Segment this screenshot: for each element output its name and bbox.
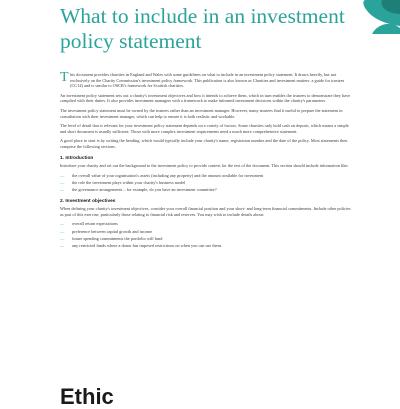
bullet-list — [60, 173, 352, 193]
list-item: — the role the investment plays within your charity's business model — [60, 180, 352, 186]
document-title: What to include in an investment policy statement — [60, 4, 345, 53]
document-body — [60, 72, 352, 253]
paragraph: The level of detail that is relevant for your investment policy statement depends on a variety of factors. Some charities only hold cash on deposit, which means a simple and short document is usually sufficient. Those with more complex investment requirements need a much more comprehensive statement. — [60, 123, 349, 134]
section-investment-objectives — [60, 199, 352, 249]
paragraph: A good place to start is by writing the heading, which would typically include your charity's name, registration number and the date of the policy. Most statements then comprise the following sections. — [60, 138, 348, 149]
paragraph: An investment policy statement sets out a charity's investment objectives and how it intends to achieve them, which in turn enables the trustees to demonstrate they have complied with their duties. It also provides investment managers with a framework to make informed investment decisions within the charity's parameters. — [60, 92, 351, 104]
intro-paragraph — [60, 72, 352, 89]
list-item: — preference between capital growth and income — [60, 229, 352, 235]
list-item: — the overall value of your organisation's assets (including any property) and the amount available for investment — [60, 173, 352, 179]
section-introduction — [60, 156, 352, 193]
section-text: Introduce your charity and set out the background to the investment policy to provide context for the rest of the document. This section should include information like: — [60, 163, 349, 169]
section-heading: 1. Introduction — [60, 155, 94, 161]
section-heading: 2. Investment objectives — [60, 198, 116, 204]
bullet-list — [60, 221, 352, 248]
intro-text: his document provides charities in England and Wales with some guidelines on what to include in an investment policy statement. It draws heavily, but not exclusively on the Charity Commission's investment policy framework. This publication is also known as Charities and investment matters: a guide for trustees (CC14) and is similar to OSCR's framework for Scottish charities. — [70, 72, 345, 89]
list-item: — future spending commitments the portfolio will fund — [60, 236, 352, 242]
list-item: — overall return expectations — [60, 221, 352, 227]
drop-cap: T — [60, 70, 69, 85]
section-text: When defining your charity's investment objectives, consider your overall financial position and your short- and long-term financial commitments. Include other policies as part of this exercise, particularly those relating to financial risk and reserves. You may wish to include details about: — [60, 206, 351, 217]
next-section-heading: Ethic — [60, 384, 114, 409]
list-item: — the governance arrangements – for example, do you have an investment committee? — [60, 187, 352, 193]
list-item: — any restricted funds where a donor has imposed restrictions on when you can use them. — [60, 243, 352, 249]
paragraph: The investment policy statement must be owned by the trustees rather than an investment manager. However, many trustees find it useful to prepare the statement in consultation with their investment manager, which can help to ensure it is both realistic and workable. — [60, 107, 343, 119]
